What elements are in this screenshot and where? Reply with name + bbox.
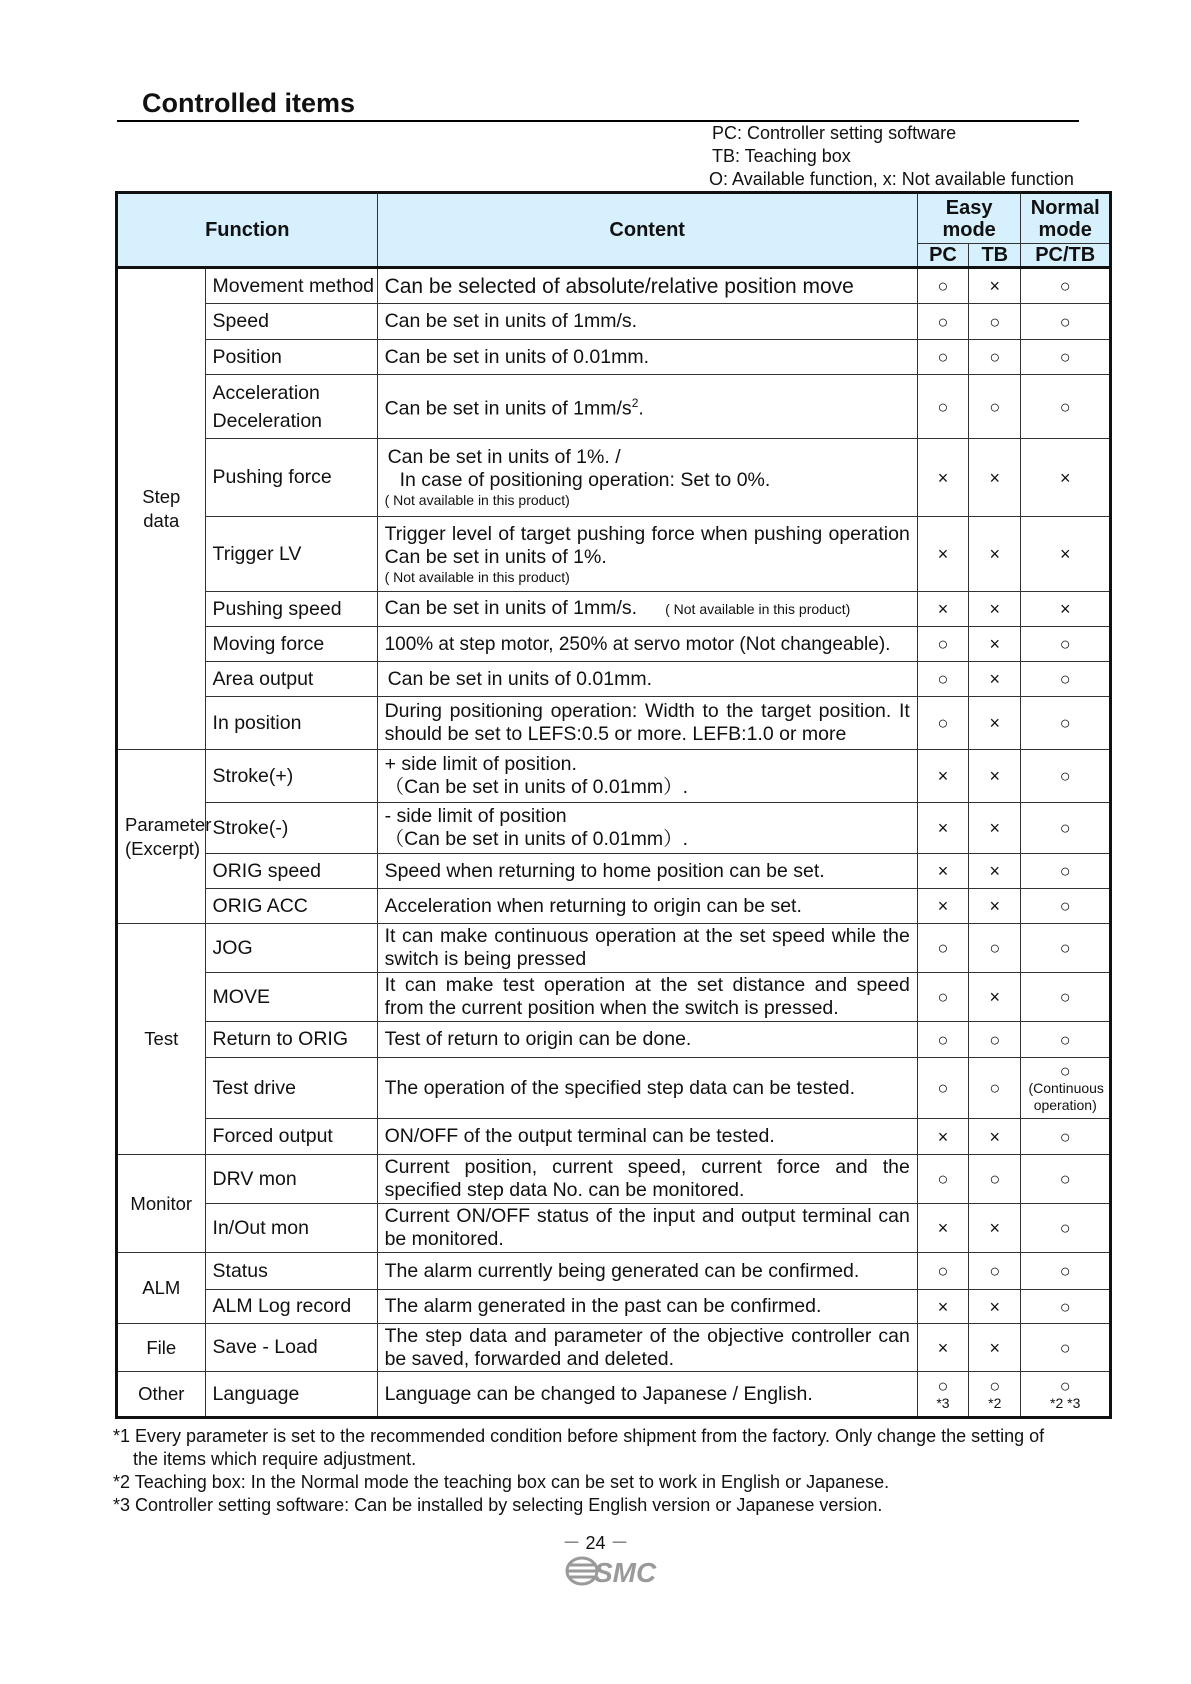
- row-item: ORIG ACC: [205, 889, 377, 924]
- mark-tb: ○: [969, 1022, 1021, 1058]
- row-item: Trigger LV: [205, 517, 377, 592]
- mark-tb: ×: [969, 803, 1021, 854]
- mark-pc: ○: [917, 1022, 968, 1058]
- mark-symbol: ○: [1059, 1375, 1071, 1396]
- row-item: Save - Load: [205, 1324, 377, 1372]
- row-content: [377, 750, 917, 803]
- mark-pc: ×: [917, 439, 968, 517]
- table-row: [117, 268, 1111, 304]
- mark-pc: ×: [917, 592, 968, 627]
- table-row: [117, 439, 1111, 517]
- row-item: Pushing speed: [205, 592, 377, 627]
- table-row: [117, 1324, 1111, 1372]
- group-other: Other: [117, 1372, 206, 1418]
- mark-pc: ×: [917, 1324, 968, 1372]
- mark-note: *2: [988, 1394, 1002, 1411]
- mark-tb: ×: [969, 973, 1021, 1022]
- mark-note: *3: [936, 1394, 950, 1411]
- table-row: [117, 592, 1111, 627]
- row-item: Status: [205, 1253, 377, 1290]
- footnote-3: *3 Controller setting software: Can be installed by selecting English version or Japanese version.: [113, 1495, 883, 1515]
- row-item: ALM Log record: [205, 1290, 377, 1324]
- mark-pc: ○: [917, 1155, 968, 1204]
- row-content: It can make continuous operation at the set speed while the switch is being pressed: [377, 924, 917, 973]
- row-item-line: Acceleration: [212, 381, 320, 404]
- row-content: Language can be changed to Japanese / English.: [377, 1372, 917, 1418]
- row-content: Current position, current speed, current force and the specified step data No. can be monitored.: [377, 1155, 917, 1204]
- mark-pctb: ○: [1021, 304, 1111, 340]
- mark-tb: ×: [969, 1290, 1021, 1324]
- row-content: [377, 592, 917, 627]
- row-content: [377, 375, 917, 439]
- mark-pctb: ○: [1021, 1253, 1111, 1290]
- table-row: [117, 340, 1111, 375]
- mark-pc: ○: [917, 304, 968, 340]
- mark-pctb: [1021, 1372, 1111, 1418]
- table-row: [117, 750, 1111, 803]
- table-row: [117, 1022, 1111, 1058]
- mark-tb: ○: [969, 924, 1021, 973]
- group-parameter: Parameter (Excerpt): [117, 750, 206, 924]
- mark-tb: ×: [969, 1324, 1021, 1372]
- group-alm: ALM: [117, 1253, 206, 1324]
- mark-pc: ×: [917, 750, 968, 803]
- table-row: [117, 1253, 1111, 1290]
- mark-pctb: ○: [1021, 750, 1111, 803]
- table-row: [117, 1204, 1111, 1253]
- table-row: [117, 517, 1111, 592]
- content-text: Can be set in units of 1mm/s: [384, 397, 632, 420]
- table-row: [117, 1119, 1111, 1155]
- logo-wordmark: SMC: [594, 1557, 657, 1588]
- mark-pctb: ○: [1021, 627, 1111, 662]
- content-text: Can be set in units of 1mm/s.: [384, 597, 638, 619]
- mark-pctb: ×: [1021, 517, 1111, 592]
- row-item: In position: [205, 697, 377, 750]
- mark-pctb: ○: [1021, 973, 1111, 1022]
- header-pctb: PC/TB: [1021, 244, 1111, 268]
- mark-tb: ×: [969, 439, 1021, 517]
- mark-pctb: ○: [1021, 854, 1111, 889]
- row-content: Can be selected of absolute/relative position move: [377, 268, 917, 304]
- content-line: - side limit of position: [384, 805, 567, 827]
- table-row: [117, 803, 1111, 854]
- mark-pctb: ○: [1021, 1155, 1111, 1204]
- mark-tb: ○: [969, 1155, 1021, 1204]
- row-item: Area output: [205, 662, 377, 697]
- table-row: [117, 697, 1111, 750]
- row-item: Stroke(-): [205, 803, 377, 854]
- content-line: （Can be set in units of 0.01mm）.: [384, 828, 689, 850]
- content-note: ( Not available in this product): [384, 492, 570, 508]
- row-content: Current ON/OFF status of the input and output terminal can be monitored.: [377, 1204, 917, 1253]
- mark-tb: ×: [969, 517, 1021, 592]
- mark-tb: ×: [969, 697, 1021, 750]
- group-monitor: Monitor: [117, 1155, 206, 1253]
- mark-pctb: [1021, 1058, 1111, 1119]
- mark-tb: ×: [969, 268, 1021, 304]
- row-content: Can be set in units of 1mm/s.: [377, 304, 917, 340]
- row-item: Pushing force: [205, 439, 377, 517]
- mark-note: *2 *3: [1050, 1394, 1081, 1411]
- footnotes: [113, 1425, 1073, 1517]
- table-row: [117, 1372, 1111, 1418]
- header-pc: PC: [917, 244, 968, 268]
- row-content: The operation of the specified step data can be tested.: [377, 1058, 917, 1119]
- row-content: The alarm generated in the past can be confirmed.: [377, 1290, 917, 1324]
- controlled-items-table: [115, 191, 1112, 1419]
- mark-pctb: ○: [1021, 1119, 1111, 1155]
- row-content: [377, 803, 917, 854]
- mark-tb: ○: [969, 375, 1021, 439]
- content-note: ( Not available in this product): [384, 568, 570, 585]
- row-content: During positioning operation: Width to the target position. It should be set to LEFS:0.5 or more. LEFB:1.0 or more: [377, 697, 917, 750]
- smc-logo-icon: [564, 1553, 662, 1589]
- mark-pctb: ○: [1021, 268, 1111, 304]
- table-row: [117, 1155, 1111, 1204]
- row-item: DRV mon: [205, 1155, 377, 1204]
- header-easy-mode: Easy mode: [917, 193, 1021, 244]
- table-row: [117, 973, 1111, 1022]
- mark-pctb: ○: [1021, 1022, 1111, 1058]
- mark-tb: ×: [969, 889, 1021, 924]
- mark-tb: ×: [969, 1119, 1021, 1155]
- row-item: Stroke(+): [205, 750, 377, 803]
- table-row: [117, 1058, 1111, 1119]
- logo-swirl: [567, 1558, 597, 1584]
- content-line: Can be set in units of 1%. /: [387, 446, 621, 468]
- mark-pc: ○: [917, 697, 968, 750]
- content-tail: .: [638, 397, 644, 420]
- footnote-1-cont: the items which require adjustment.: [133, 1449, 417, 1469]
- table-row: [117, 924, 1111, 973]
- mark-tb: ○: [969, 304, 1021, 340]
- mark-tb: ○: [969, 1253, 1021, 1290]
- mark-pctb: ○: [1021, 889, 1111, 924]
- row-item: Forced output: [205, 1119, 377, 1155]
- row-content: The alarm currently being generated can be confirmed.: [377, 1253, 917, 1290]
- row-item: [205, 375, 377, 439]
- group-test: Test: [117, 924, 206, 1155]
- row-content: 100% at step motor, 250% at servo motor (Not changeable).: [377, 627, 917, 662]
- row-content: The step data and parameter of the objective controller can be saved, forwarded and deleted.: [377, 1324, 917, 1372]
- table-row: [117, 1290, 1111, 1324]
- mark-tb: ○: [969, 340, 1021, 375]
- mark-pc: ○: [917, 340, 968, 375]
- mark-tb: [969, 1372, 1021, 1418]
- mark-pc: ○: [917, 973, 968, 1022]
- legend-marks: O: Available function, x: Not available function: [709, 169, 1074, 189]
- mark-pctb: ×: [1021, 592, 1111, 627]
- mark-tb: ×: [969, 627, 1021, 662]
- row-item-line: Deceleration: [212, 409, 323, 432]
- page-number: － 24 －: [562, 1533, 629, 1553]
- table-row: [117, 304, 1111, 340]
- mark-pc: ○: [917, 1058, 968, 1119]
- row-item: Return to ORIG: [205, 1022, 377, 1058]
- row-content: Speed when returning to home position can be set.: [377, 854, 917, 889]
- row-content: [377, 439, 917, 517]
- mark-tb: ×: [969, 662, 1021, 697]
- mark-pc: ×: [917, 889, 968, 924]
- row-item: ORIG speed: [205, 854, 377, 889]
- mark-pctb: ○: [1021, 340, 1111, 375]
- mark-pc: ○: [917, 627, 968, 662]
- mark-tb: ×: [969, 854, 1021, 889]
- mark-pc: ×: [917, 803, 968, 854]
- mark-note: (Continuous operation): [1028, 1080, 1104, 1113]
- row-content: Can be set in units of 0.01mm.: [377, 340, 917, 375]
- row-item: Test drive: [205, 1058, 377, 1119]
- content-line: （Can be set in units of 0.01mm）.: [384, 776, 689, 798]
- superscript: 2: [631, 396, 639, 411]
- mark-tb: ×: [969, 1204, 1021, 1253]
- table-row: [117, 375, 1111, 439]
- mark-tb: ×: [969, 750, 1021, 803]
- content-line: + side limit of position.: [384, 753, 577, 775]
- mark-pctb: ○: [1021, 803, 1111, 854]
- mark-pctb: ○: [1021, 924, 1111, 973]
- row-item: Moving force: [205, 627, 377, 662]
- page-title: Controlled items: [142, 88, 356, 118]
- row-item: In/Out mon: [205, 1204, 377, 1253]
- table-row: [117, 627, 1111, 662]
- legend-tb: TB: Teaching box: [712, 146, 851, 166]
- row-item: Language: [205, 1372, 377, 1418]
- mark-pc: ○: [917, 268, 968, 304]
- footnote-1: *1 Every parameter is set to the recommended condition before shipment from the factory. Only change the setting of: [113, 1426, 1045, 1446]
- mark-pc: ○: [917, 924, 968, 973]
- mark-pc: ×: [917, 854, 968, 889]
- mark-symbol: ○: [1059, 1061, 1071, 1081]
- mark-tb: ×: [969, 592, 1021, 627]
- row-item: Movement method: [205, 268, 377, 304]
- mark-pc: ○: [917, 662, 968, 697]
- header-function: Function: [117, 193, 378, 268]
- mark-symbol: ○: [989, 1375, 1001, 1396]
- mark-pc: ○: [917, 375, 968, 439]
- mark-pc: ×: [917, 1204, 968, 1253]
- header-content: Content: [377, 193, 917, 268]
- header-normal-mode: Normal mode: [1021, 193, 1111, 244]
- row-item: Speed: [205, 304, 377, 340]
- row-content: Can be set in units of 0.01mm.: [377, 662, 917, 697]
- row-item: Position: [205, 340, 377, 375]
- table-row: [117, 854, 1111, 889]
- mark-pc: ○: [917, 1253, 968, 1290]
- row-item: MOVE: [205, 973, 377, 1022]
- mark-pctb: ○: [1021, 1324, 1111, 1372]
- row-content: ON/OFF of the output terminal can be tested.: [377, 1119, 917, 1155]
- row-content: It can make test operation at the set distance and speed from the current position when the switch is pressed.: [377, 973, 917, 1022]
- legend: [709, 122, 1074, 191]
- mark-pc: ×: [917, 517, 968, 592]
- table-row: [117, 889, 1111, 924]
- row-content: Acceleration when returning to origin can be set.: [377, 889, 917, 924]
- row-content: Test of return to origin can be done.: [377, 1022, 917, 1058]
- content-line: In case of positioning operation: Set to 0%.: [399, 469, 771, 491]
- mark-pctb: ×: [1021, 439, 1111, 517]
- mark-symbol: ○: [937, 1375, 949, 1396]
- group-step-data: Step data: [117, 268, 206, 750]
- mark-pc: ×: [917, 1290, 968, 1324]
- mark-pctb: ○: [1021, 697, 1111, 750]
- table-row: [117, 662, 1111, 697]
- mark-pctb: ○: [1021, 1290, 1111, 1324]
- mark-pctb: ○: [1021, 1204, 1111, 1253]
- mark-pctb: ○: [1021, 375, 1111, 439]
- content-text: Trigger level of target pushing force when pushing operation Can be set in units of 1%.: [384, 522, 910, 568]
- legend-pc: PC: Controller setting software: [712, 123, 957, 143]
- row-content: [377, 517, 917, 592]
- mark-tb: ○: [969, 1058, 1021, 1119]
- header-tb: TB: [969, 244, 1021, 268]
- mark-pctb: ○: [1021, 662, 1111, 697]
- content-note: ( Not available in this product): [665, 601, 851, 617]
- group-file: File: [117, 1324, 206, 1372]
- footnote-2: *2 Teaching box: In the Normal mode the teaching box can be set to work in English or Japanese.: [113, 1472, 890, 1492]
- row-item: JOG: [205, 924, 377, 973]
- mark-pc: ×: [917, 1119, 968, 1155]
- mark-pc: [917, 1372, 968, 1418]
